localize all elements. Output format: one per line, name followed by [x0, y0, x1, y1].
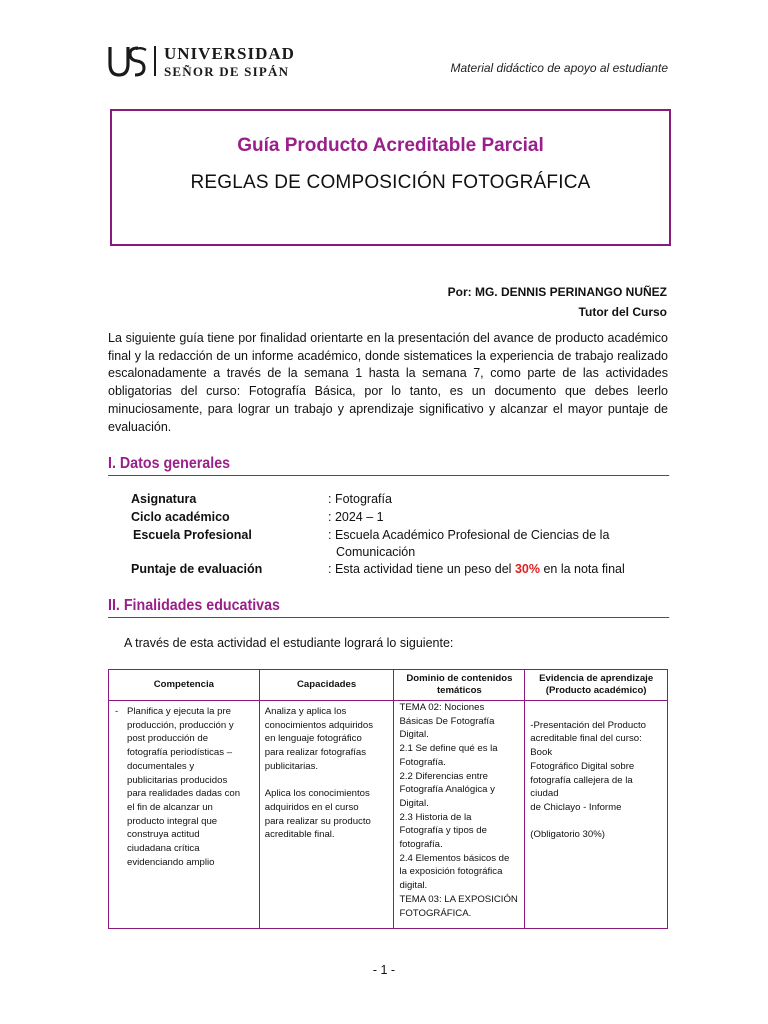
- section-datos-generales-heading: I. Datos generales: [108, 455, 669, 476]
- datos-value: : Escuela Académico Profesional de Ciencias de la: [328, 528, 610, 542]
- text-line: fotografía.: [399, 839, 443, 851]
- document-subtitle: REGLAS DE COMPOSICIÓN FOTOGRÁFICA: [190, 172, 591, 193]
- text-line: en lenguaje fotográfico: [264, 733, 362, 745]
- col-header-dominio: Dominio de contenidos temáticos: [394, 670, 525, 701]
- author-role: Tutor del Curso: [578, 305, 667, 319]
- text-line: acreditable final del curso: Book: [530, 733, 642, 759]
- text-line: Digital.: [399, 797, 429, 809]
- text-line: 2.1 Se define qué es la: [399, 743, 498, 755]
- datos-value-continued: Comunicación: [336, 545, 416, 559]
- uss-monogram-icon: [108, 44, 148, 78]
- cell-capacidades: [259, 701, 394, 929]
- university-logo: [108, 44, 295, 78]
- intro-paragraph: La siguiente guía tiene por finalidad orientarte en la presentación del avance de producto académico final y la redacción de un informe académico, donde sistematices la experiencia de trabajo realizado escalonadamente a través de la semana 1 hasta la semana 7, como parte de las actividades obligatorias del curso: Fotografía Básica, por lo tanto, es un documento que debes leerlo minuciosamente, para lograr un trabajo y aprendizaje significativo y alcanzar el mayor puntaje de evaluación.: [108, 331, 668, 434]
- text-line: Fotografía Analógica y: [399, 784, 495, 796]
- text-line: digital.: [399, 880, 428, 892]
- logo-wordmark: [164, 45, 295, 78]
- text-line: construya actitud: [127, 829, 200, 841]
- cell-top-gap: [530, 705, 662, 719]
- text-line: evidenciando amplio: [127, 856, 215, 868]
- text-line: producción, producción y: [127, 719, 234, 731]
- text-line: fotografía callejera de la ciudad: [530, 774, 633, 800]
- text-line: publicitarias producidos: [127, 774, 228, 786]
- weight-highlight: 30%: [514, 562, 540, 576]
- datos-label: Escuela Profesional: [133, 528, 252, 542]
- weight-text-pre: : Esta actividad tiene un peso del: [328, 562, 515, 576]
- header-note: Material didáctico de apoyo al estudiante: [450, 61, 668, 75]
- text-line: el fin de alcanzar un: [127, 801, 213, 813]
- cell-competencia: [109, 701, 260, 929]
- col-header-capacidades: Capacidades: [259, 670, 394, 701]
- paragraph-gap: [530, 815, 662, 829]
- text-line: FOTOGRÁFICA.: [399, 907, 472, 919]
- datos-value: [328, 561, 625, 578]
- datos-label: Asignatura: [131, 492, 197, 506]
- col-header-competencia: Competencia: [109, 670, 260, 701]
- cell-dominio: [394, 701, 525, 929]
- table-row: [109, 701, 668, 929]
- bullet-dash: -: [115, 706, 119, 717]
- text-line: Fotográfico Digital sobre: [530, 760, 635, 772]
- datos-value: : Fotografía: [328, 492, 392, 506]
- text-line: fotografía periodísticas –: [127, 747, 233, 759]
- text-line: de Chiclayo - Informe: [530, 801, 622, 813]
- list-item: [115, 705, 254, 869]
- section-finalidades-heading: II. Finalidades educativas: [108, 597, 669, 618]
- evidencia-note: (Obligatorio 30%): [530, 829, 605, 841]
- text-line: Aplica los conocimientos: [264, 788, 370, 800]
- page-number: - 1 -: [372, 963, 396, 977]
- text-line: -Presentación del Producto: [530, 719, 647, 731]
- text-line: para realizar su producto: [264, 815, 371, 827]
- competencias-table: [108, 669, 668, 929]
- text-line: la exposición fotográfica: [399, 866, 503, 878]
- datos-label: Puntaje de evaluación: [131, 562, 263, 576]
- text-line: conocimientos adquiridos: [264, 719, 373, 731]
- datos-label: Ciclo académico: [131, 510, 230, 524]
- datos-value: : 2024 – 1: [328, 510, 384, 524]
- text-line: publicitarias.: [264, 760, 319, 772]
- text-line: adquiridos en el curso: [264, 801, 359, 813]
- text-line: Fotografía y tipos de: [399, 825, 487, 837]
- author-block: [448, 282, 667, 322]
- text-line: Digital.: [399, 729, 429, 741]
- weight-text-post: en la nota final: [539, 562, 625, 576]
- text-line: Básicas De Fotografía: [399, 715, 495, 727]
- text-line: 2.3 Historia de la: [399, 811, 472, 823]
- text-line: acreditable final.: [264, 829, 335, 841]
- text-line: ciudadana crítica: [127, 843, 200, 855]
- section-lead-text: A través de esta actividad el estudiante logrará lo siguiente:: [124, 636, 454, 650]
- text-line: post producción de: [127, 733, 209, 745]
- text-line: TEMA 02: Nociones: [399, 702, 485, 713]
- table-header-row: [109, 670, 668, 701]
- text-line: 2.2 Diferencias entre: [399, 770, 489, 782]
- document-title: Guía Producto Acreditable Parcial: [237, 135, 544, 156]
- text-line: documentales y: [127, 760, 195, 772]
- text-line: Analiza y aplica los: [264, 706, 347, 717]
- text-line: producto integral que: [127, 815, 218, 827]
- text-line: para realidades dadas con: [127, 788, 241, 800]
- author-name: Por: MG. DENNIS PERINANGO NUÑEZ: [447, 285, 667, 299]
- cell-evidencia: [525, 701, 668, 929]
- text-line: TEMA 03: LA EXPOSICIÓN: [399, 893, 518, 905]
- title-box: [110, 109, 671, 246]
- text-line: 2.4 Elementos básicos de: [399, 852, 510, 864]
- logo-line1: UNIVERSIDAD: [164, 43, 295, 63]
- logo-divider: [154, 46, 156, 76]
- text-line: Planifica y ejecuta la pre: [127, 706, 231, 717]
- text-line: para realizar fotografías: [264, 747, 367, 759]
- col-header-evidencia: Evidencia de aprendizaje (Producto académico): [525, 670, 668, 701]
- competencia-text: [127, 705, 240, 869]
- text-line: Fotografía.: [399, 756, 446, 768]
- paragraph-gap: [265, 774, 389, 788]
- logo-line2: SEÑOR DE SIPÁN: [164, 63, 290, 79]
